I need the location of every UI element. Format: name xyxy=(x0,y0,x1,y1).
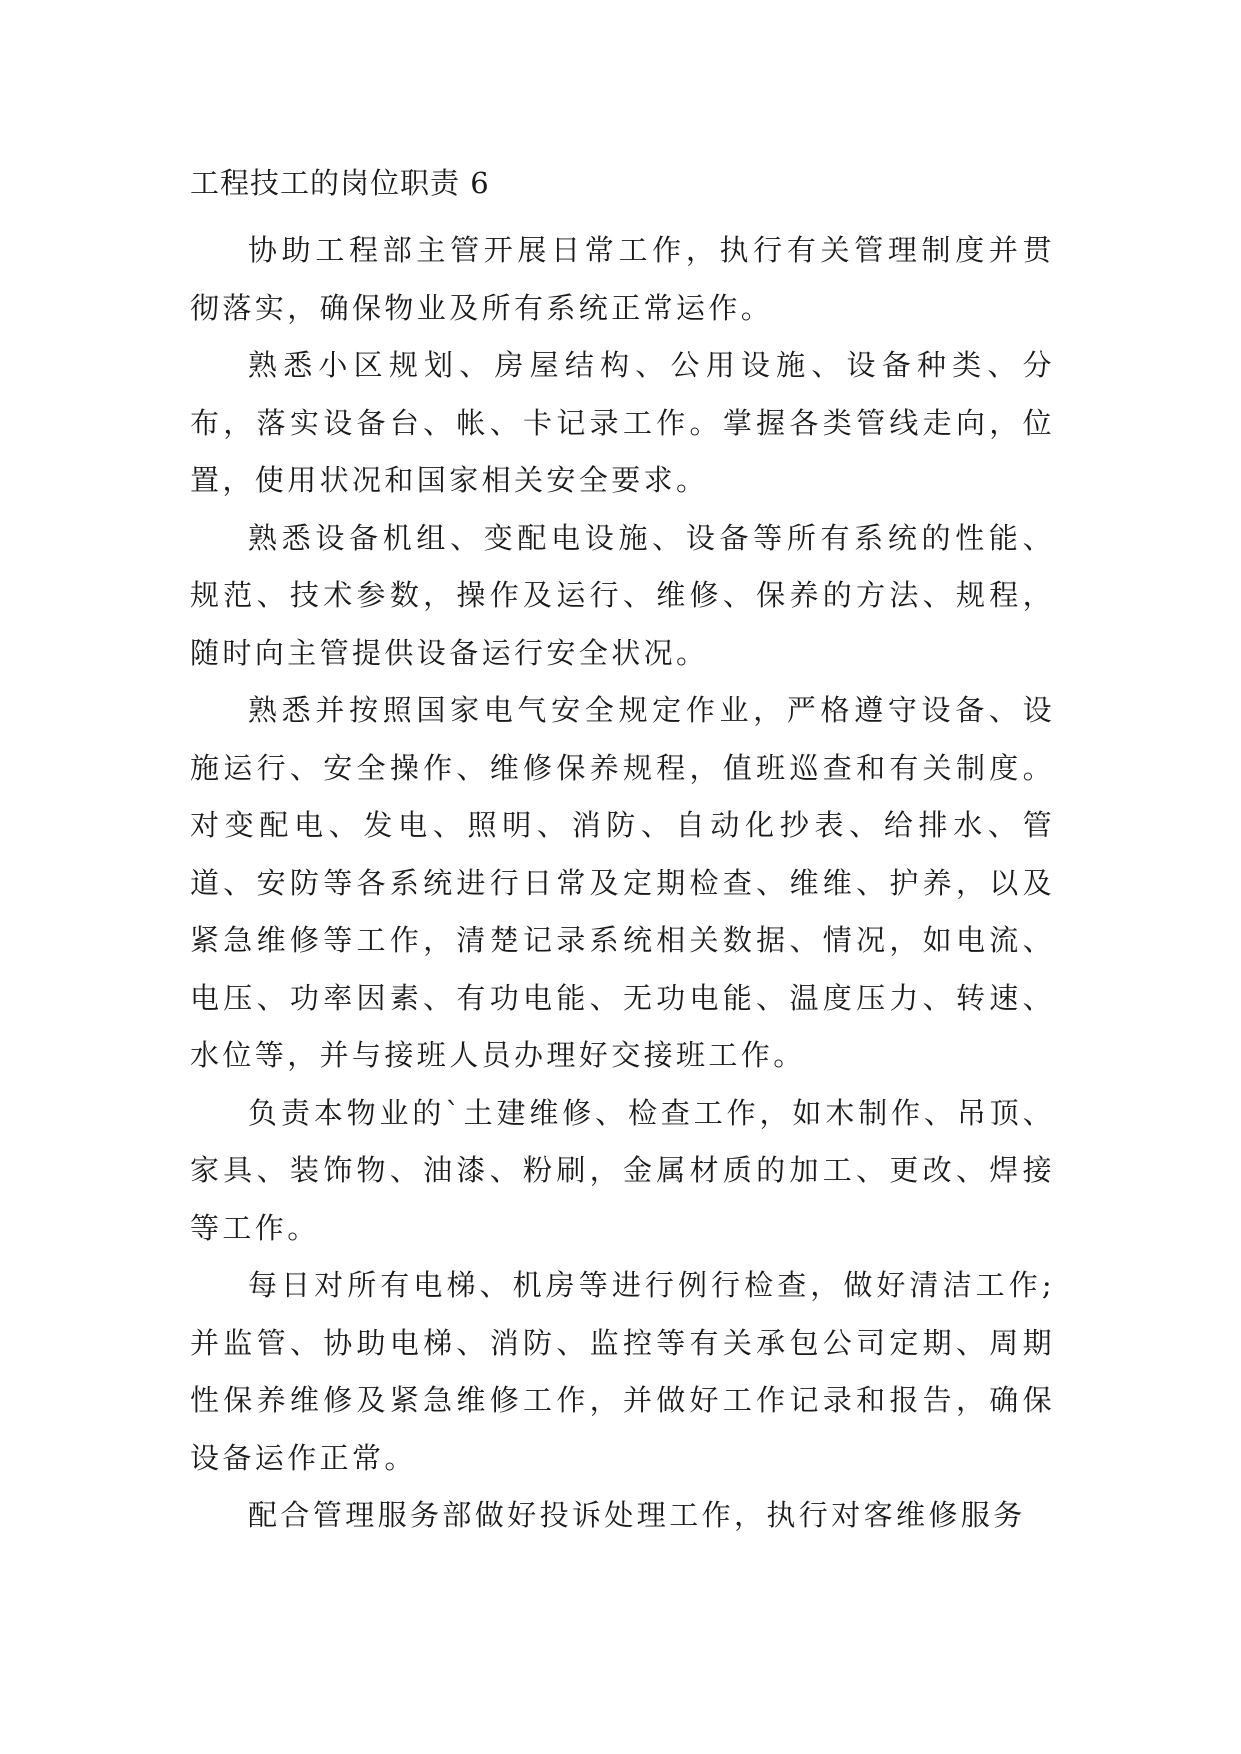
paragraph-7: 配合管理服务部做好投诉处理工作，执行对客维修服务 xyxy=(248,1498,1026,1532)
document-title: 工程技工的岗位职责 6 xyxy=(190,166,490,200)
paragraph-5: 负责本物业的`土建维修、检查工作，如木制作、吊顶、家具、装饰物、油漆、粉刷，金属材质的加工、更改、焊接等工作。 xyxy=(190,1095,1055,1245)
paragraph-3: 熟悉设备机组、变配电设施、设备等所有系统的性能、规范、技术参数，操作及运行、维修、保养的方法、规程，随时向主管提供设备运行安全状况。 xyxy=(190,520,1055,670)
document-body xyxy=(190,222,1055,1545)
paragraph-2: 熟悉小区规划、房屋结构、公用设施、设备种类、分布，落实设备台、帐、卡记录工作。掌握各类管线走向，位置，使用状况和国家相关安全要求。 xyxy=(190,348,1055,497)
paragraph-1: 协助工程部主管开展日常工作，执行有关管理制度并贯彻落实，确保物业及所有系统正常运作。 xyxy=(190,233,1055,325)
paragraph-6: 每日对所有电梯、机房等进行例行检查，做好清洁工作;并监管、协助电梯、消防、监控等有关承包公司定期、周期性保养维修及紧急维修工作，并做好工作记录和报告，确保设备运作正常。 xyxy=(190,1268,1055,1475)
paragraph-4: 熟悉并按照国家电气安全规定作业，严格遵守设备、设施运行、安全操作、维修保养规程，值班巡查和有关制度。对变配电、发电、照明、消防、自动化抄表、给排水、管道、安防等各系统进行日常及定期检查、维维、护养，以及紧急维修等工作，清楚记录系统相关数据、情况，如电流、电压、功率因素、有功电能、无功电能、温度压力、转速、水位等，并与接班人员办理好交接班工作。 xyxy=(190,693,1055,1072)
